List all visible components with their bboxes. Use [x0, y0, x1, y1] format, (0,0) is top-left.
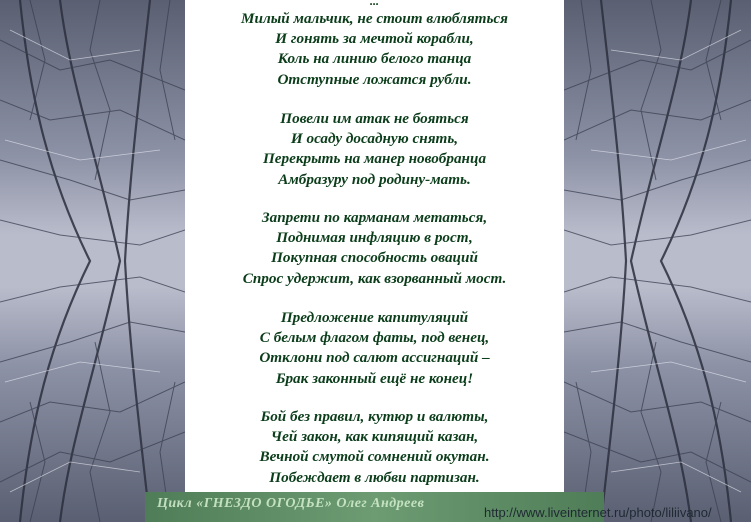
poem-line: Отступные ложатся рубли.	[277, 70, 472, 88]
poem-line: Спрос удержит, как взорванный мост.	[242, 269, 507, 287]
poem-line: Амбразуру под родину-мать.	[278, 170, 471, 188]
winter-forest-left-panel	[0, 0, 185, 522]
poem-line: И гонять за мечтой корабли,	[275, 30, 474, 48]
poem-line: Бой без правил, кутюр и валюты,	[260, 408, 489, 425]
poem-line: Повели им атак не бояться	[280, 110, 469, 127]
poem-line: Милый мальчик, не стоит влюбляться	[241, 10, 508, 27]
stanza-5	[185, 407, 564, 488]
poem-line: Запрети по карманам метаться,	[261, 209, 488, 226]
poem-line: Коль на линию белого танца	[277, 50, 472, 68]
poem-line: Предложение капитуляций	[280, 309, 469, 326]
frosty-trees-image-left	[0, 0, 185, 522]
poem-line: Вечной смутой сомнений окутан.	[259, 448, 490, 466]
poem-line: Поднимая инфляцию в рост,	[276, 229, 473, 247]
frosty-trees-image-right	[564, 0, 751, 522]
stanza-1	[185, 9, 564, 90]
poem-line: Покупная способность оваций	[271, 249, 478, 267]
stanza-2	[185, 109, 564, 190]
poem-panel	[185, 0, 564, 492]
winter-forest-right-panel	[564, 0, 751, 522]
poem-line: Отклони под салют ассигнаций –	[259, 349, 490, 367]
cycle-title-text: Цикл «ГНЕЗДО ОГОДЬЕ» Олег Андреев	[157, 496, 425, 511]
stanza-3	[185, 208, 564, 289]
poem-ellipsis: ...	[370, 0, 379, 8]
poem-line: Перекрыть на манер новобранца	[262, 150, 487, 168]
poem-line: Брак законный ещё не конец!	[275, 369, 474, 387]
poem-line: Побеждает в любви партизан.	[269, 468, 480, 486]
poem-line: Чей закон, как кипящий казан,	[270, 428, 479, 446]
poem-line: И осаду досадную снять,	[290, 130, 459, 148]
poem-line: С белым флагом фаты, под венец,	[259, 329, 490, 347]
source-url-watermark: http://www.liveinternet.ru/photo/liliivano/	[484, 505, 712, 520]
stanza-4	[185, 308, 564, 389]
